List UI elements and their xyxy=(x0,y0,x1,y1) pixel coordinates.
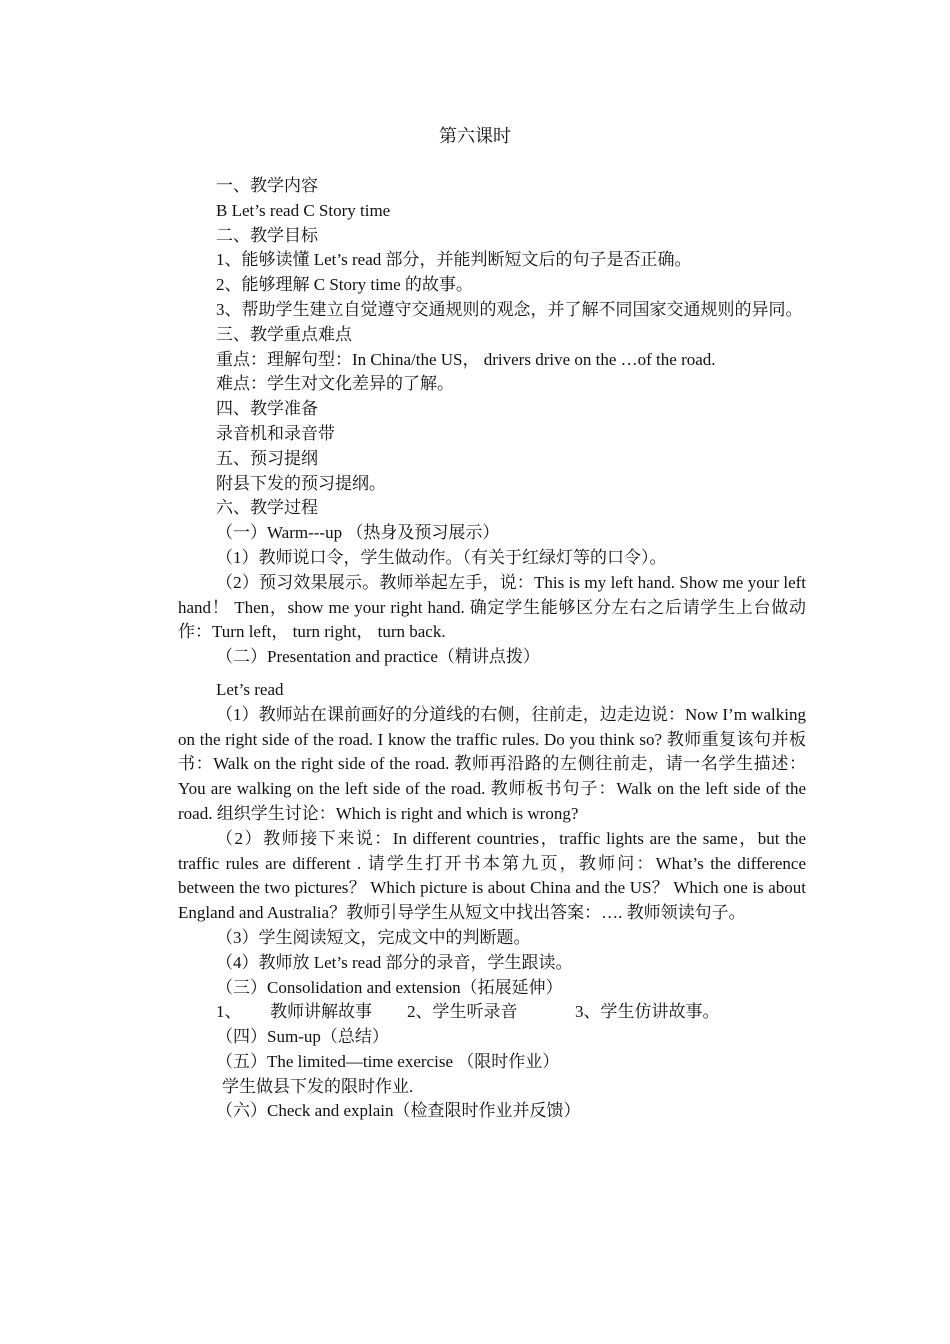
section-1-content: B Let’s read C Story time xyxy=(216,200,391,220)
step-4-heading: （四）Sum-up（总结） xyxy=(216,1027,389,1047)
step-3-list xyxy=(178,1000,806,1025)
step-6-heading: （六）Check and explain（检查限时作业并反馈） xyxy=(216,1101,581,1121)
section-2-heading: 二、教学目标 xyxy=(216,225,318,245)
section-4-heading: 四、教学准备 xyxy=(216,399,318,419)
section-4-content: 录音机和录音带 xyxy=(216,423,335,443)
step-2-heading: （二）Presentation and practice（精讲点拨） xyxy=(216,647,540,667)
step-2-item-3: （3）学生阅读短文，完成文中的判断题。 xyxy=(216,927,531,947)
key-point: 重点：理解句型：In China/the US， drivers drive on the …of the road. xyxy=(216,349,716,369)
section-1-heading: 一、教学内容 xyxy=(216,176,318,195)
section-6-heading: 六、教学过程 xyxy=(216,498,318,518)
step-1-item-2: （2）预习效果展示。教师举起左手，说：This is my left hand. Show me your left hand！ Then，show me your right hand. 确定学生能够区分左右之后请学生上台做动作：Turn left， turn right， turn back. xyxy=(178,572,806,642)
step-2-item-1: （1）教师站在课前画好的分道线的右侧，往前走，边走边说：Now I’m walking on the right side of the road. I know the traffic rules. Do you think so? 教师重复该句并板书：Walk on the right side of the road. 教师再沿路的左侧往前走，请一名学生描述：You are walking on the left side of the road. 教师板书句子：Walk on the left side of the road. 组织学生讨论：Which is right and which is wrong? xyxy=(178,704,806,823)
difficult-point: 难点：学生对文化差异的了解。 xyxy=(216,374,454,394)
step-3-heading: （三）Consolidation and extension（拓展延伸） xyxy=(216,977,563,997)
objective-item-1: 1、能够读懂 Let’s read 部分，并能判断短文后的句子是否正确。 xyxy=(216,250,692,270)
section-3-heading: 三、教学重点难点 xyxy=(216,324,352,344)
step-2-item-2: （2）教师接下来说：In different countries，traffic lights are the same，but the traffic rules are different . 请学生打开书本第九页，教师问：What’s the difference between the two pictures？ Which picture is about China and the US？ Which one is about England and Australia？教师引导学生从短文中找出答案：…. 教师领读句子。 xyxy=(178,828,806,923)
step-5-heading: （五）The limited—time exercise （限时作业） xyxy=(216,1051,560,1071)
step-1-heading: （一）Warm---up （热身及预习展示） xyxy=(216,523,500,543)
step-2-item-4: （4）教师放 Let’s read 部分的录音，学生跟读。 xyxy=(216,952,573,972)
lets-read-label: Let’s read xyxy=(216,679,284,699)
step-3-list-number: 1、 xyxy=(216,1002,242,1022)
objective-item-2: 2、能够理解 C Story time 的故事。 xyxy=(216,275,473,295)
step-5-content: 学生做县下发的限时作业. xyxy=(222,1076,414,1096)
section-5-heading: 五、预习提纲 xyxy=(216,448,318,468)
lesson-title: 第六课时 xyxy=(439,126,511,146)
lesson-plan-body xyxy=(178,174,806,1124)
step-3-list-item-3: 3、学生仿讲故事。 xyxy=(575,1002,720,1022)
step-1-item-1: （1）教师说口令，学生做动作。（有关于红绿灯等的口令）。 xyxy=(216,547,667,567)
objective-item-3: 3、帮助学生建立自觉遵守交通规则的观念，并了解不同国家交通规则的异同。 xyxy=(216,299,803,319)
step-3-list-item-2: 2、学生听录音 xyxy=(407,1002,518,1022)
section-5-content: 附县下发的预习提纲。 xyxy=(216,473,386,493)
step-3-list-item-1: 教师讲解故事 xyxy=(270,1002,372,1022)
